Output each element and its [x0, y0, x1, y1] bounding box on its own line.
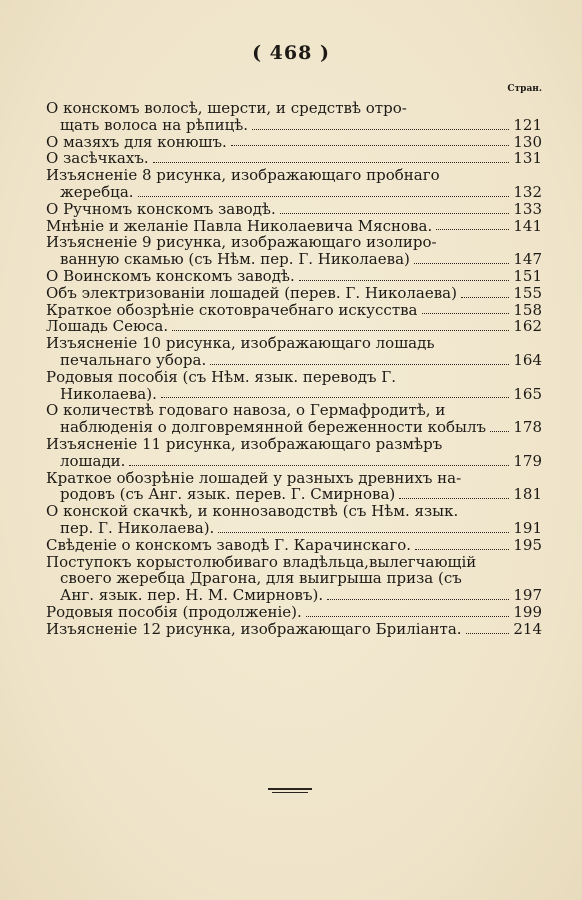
toc-entry-line [46, 318, 542, 335]
dot-leader [399, 497, 509, 499]
toc-entry [46, 621, 542, 638]
dot-leader [138, 195, 510, 197]
toc-entry-line [46, 218, 542, 235]
toc-entry-line [46, 587, 542, 604]
page-column-label: Стран. [507, 84, 542, 94]
toc-entry-page: 178 [513, 418, 542, 437]
dot-leader [306, 615, 510, 617]
toc-entry-page: 147 [513, 250, 542, 269]
dot-leader [161, 396, 510, 398]
toc-entry [46, 470, 542, 504]
toc-entry-line [46, 402, 542, 419]
dot-leader [172, 329, 509, 331]
dot-leader [210, 363, 509, 365]
toc-entry-text: О количествѣ годоваго навоза, о Гермафродитѣ, и [46, 402, 446, 420]
toc-entry-line [46, 369, 542, 386]
toc-entry-text: Краткое обозрѣніе скотоврачебнаго искусства [46, 301, 418, 319]
toc-entry-page: 131 [513, 149, 542, 168]
toc-entry [46, 167, 542, 201]
toc-entry-text: О мазяхъ для конюшъ. [46, 133, 227, 151]
dot-leader [422, 312, 510, 314]
toc-entry-text: Николаева). [60, 385, 157, 403]
toc-entry [46, 100, 542, 134]
toc-entry-text: О засѣчкахъ. [46, 150, 149, 168]
dot-leader [466, 632, 510, 634]
toc-entry-text: О конскомъ волосѣ, шерсти, и средствѣ отро- [46, 100, 407, 117]
dot-leader [153, 161, 510, 163]
dot-leader [327, 598, 509, 600]
toc-entry-line [46, 201, 542, 218]
toc-entry-page: 141 [513, 216, 542, 235]
toc-entry-line [46, 436, 542, 453]
toc-entry-page: 162 [513, 317, 542, 336]
toc-entry-text: Изъясненіе 12 рисунка, изображающаго Бриліанта. [46, 620, 462, 638]
toc-entry-page: 191 [513, 518, 542, 537]
toc-entry-line [46, 117, 542, 134]
toc-entry-page: 155 [513, 283, 542, 302]
toc-entry-text: Изъясненіе 11 рисунка, изображающаго размѣръ [46, 435, 443, 453]
toc-entry-line [46, 184, 542, 201]
toc-entry-text: Родовыя пособія (продолженіе). [46, 603, 302, 621]
toc-entry-page: 130 [513, 132, 542, 151]
toc-entry [46, 302, 542, 319]
toc-entry-line [46, 486, 542, 503]
toc-entry-line [46, 167, 542, 184]
toc-entry-text: наблюденія о долговремянной береженности кобылъ [60, 419, 487, 436]
toc-entry-page: 132 [513, 182, 542, 201]
toc-entry-text: Объ электризованіи лошадей (перев. Г. Николаева) [46, 284, 457, 302]
dot-leader [436, 228, 509, 230]
toc-entry-line [46, 285, 542, 302]
toc-entry-page: 195 [513, 535, 542, 554]
toc-entry-text: Краткое обозрѣніе лошадей у разныхъ древнихъ на- [46, 469, 462, 487]
toc-entry-page: 181 [513, 485, 542, 504]
toc-entry-line [46, 554, 542, 571]
toc-entry [46, 369, 542, 403]
toc-entry [46, 318, 542, 335]
toc-entry-line [46, 419, 542, 436]
toc-entry-text: Свѣденіе о конскомъ заводѣ Г. Карачинскаго. [46, 536, 412, 554]
toc-entry-text: Лошадь Сеюса. [46, 318, 169, 336]
toc-entry-line [46, 537, 542, 554]
toc-entry-page: 165 [513, 384, 542, 403]
table-of-contents [46, 100, 542, 638]
toc-entry-page: 133 [513, 199, 542, 218]
toc-entry-text: Изъясненіе 10 рисунка, изображающаго лошадь [46, 335, 435, 352]
toc-entry-text: О Ручномъ конскомъ заводѣ. [46, 200, 276, 218]
closing-rule [268, 788, 312, 790]
toc-entry-line [46, 453, 542, 470]
toc-entry [46, 268, 542, 285]
closing-rule-thin [272, 792, 308, 793]
toc-entry [46, 554, 542, 604]
toc-entry-page: 197 [513, 586, 542, 605]
toc-entry [46, 150, 542, 167]
toc-entry-line [46, 251, 542, 268]
toc-entry-page: 199 [513, 602, 542, 621]
toc-entry-line [46, 470, 542, 487]
toc-entry-text: печальнаго убора. [60, 351, 207, 369]
toc-entry [46, 402, 542, 436]
page-number: ( 468 ) [252, 42, 330, 64]
toc-entry-line [46, 604, 542, 621]
dot-leader [299, 279, 510, 281]
toc-entry [46, 503, 542, 537]
toc-entry-page: 214 [513, 619, 542, 638]
dot-leader [231, 144, 510, 146]
dot-leader [415, 548, 509, 550]
toc-entry [46, 537, 542, 554]
toc-entry-text: О Воинскомъ конскомъ заводѣ. [46, 267, 295, 285]
toc-entry-text: Мнѣніе и желаніе Павла Николаевича Мяснова. [46, 217, 433, 235]
toc-entry [46, 604, 542, 621]
toc-entry-text: жеребца. [60, 183, 134, 201]
toc-entry-page: 179 [513, 451, 542, 470]
toc-entry-line [46, 150, 542, 167]
toc-entry-page: 158 [513, 300, 542, 319]
toc-entry-line [46, 302, 542, 319]
toc-entry-line [46, 570, 542, 587]
dot-leader [490, 430, 509, 432]
toc-entry-text: своего жеребца Драгона, для выигрыша приза (съ [60, 570, 462, 588]
dot-leader [218, 531, 509, 533]
dot-leader [252, 128, 509, 130]
toc-entry-line [46, 621, 542, 638]
toc-entry [46, 134, 542, 151]
toc-entry-text: пер. Г. Николаева). [60, 519, 215, 537]
toc-entry-line [46, 503, 542, 520]
toc-entry-text: Поступокъ корыстолюбиваго владѣльца,вылегчающій [46, 553, 477, 571]
toc-entry [46, 335, 542, 369]
toc-entry-text: Родовыя пособія (съ Нѣм. язык. переводъ Г. [46, 368, 396, 386]
toc-entry-page: 121 [513, 115, 542, 134]
toc-entry-text: Изъясненіе 8 рисунка, изображающаго пробнаго [46, 167, 440, 184]
dot-leader [414, 262, 509, 264]
toc-entry-line [46, 335, 542, 352]
toc-entry [46, 218, 542, 235]
toc-entry-text: лошади. [60, 452, 126, 470]
toc-entry [46, 201, 542, 218]
toc-entry-text: щать волоса на рѣпицѣ. [60, 116, 249, 134]
toc-entry-page: 151 [513, 266, 542, 285]
toc-entry-page: 164 [513, 350, 542, 369]
toc-entry-line [46, 386, 542, 403]
toc-entry-line [46, 100, 542, 117]
toc-entry-line [46, 268, 542, 285]
toc-entry-text: Изъясненіе 9 рисунка, изображающаго изолиро- [46, 234, 437, 252]
toc-entry-line [46, 134, 542, 151]
toc-entry-text: Анг. язык. пер. Н. М. Смирновъ). [60, 587, 324, 604]
toc-entry [46, 285, 542, 302]
toc-entry [46, 436, 542, 470]
toc-entry-text: О конской скачкѣ, и коннозаводствѣ (съ Нѣм. язык. [46, 503, 459, 520]
toc-entry-line [46, 234, 542, 251]
toc-entry-line [46, 520, 542, 537]
toc-entry [46, 234, 542, 268]
dot-leader [129, 464, 509, 466]
dot-leader [280, 212, 510, 214]
toc-entry-line [46, 352, 542, 369]
toc-entry-text: родовъ (съ Анг. язык. перев. Г. Смирнова) [60, 486, 396, 504]
dot-leader [461, 296, 509, 298]
toc-entry-text: ванную скамью (съ Нѣм. пер. Г. Николаева) [60, 251, 410, 268]
